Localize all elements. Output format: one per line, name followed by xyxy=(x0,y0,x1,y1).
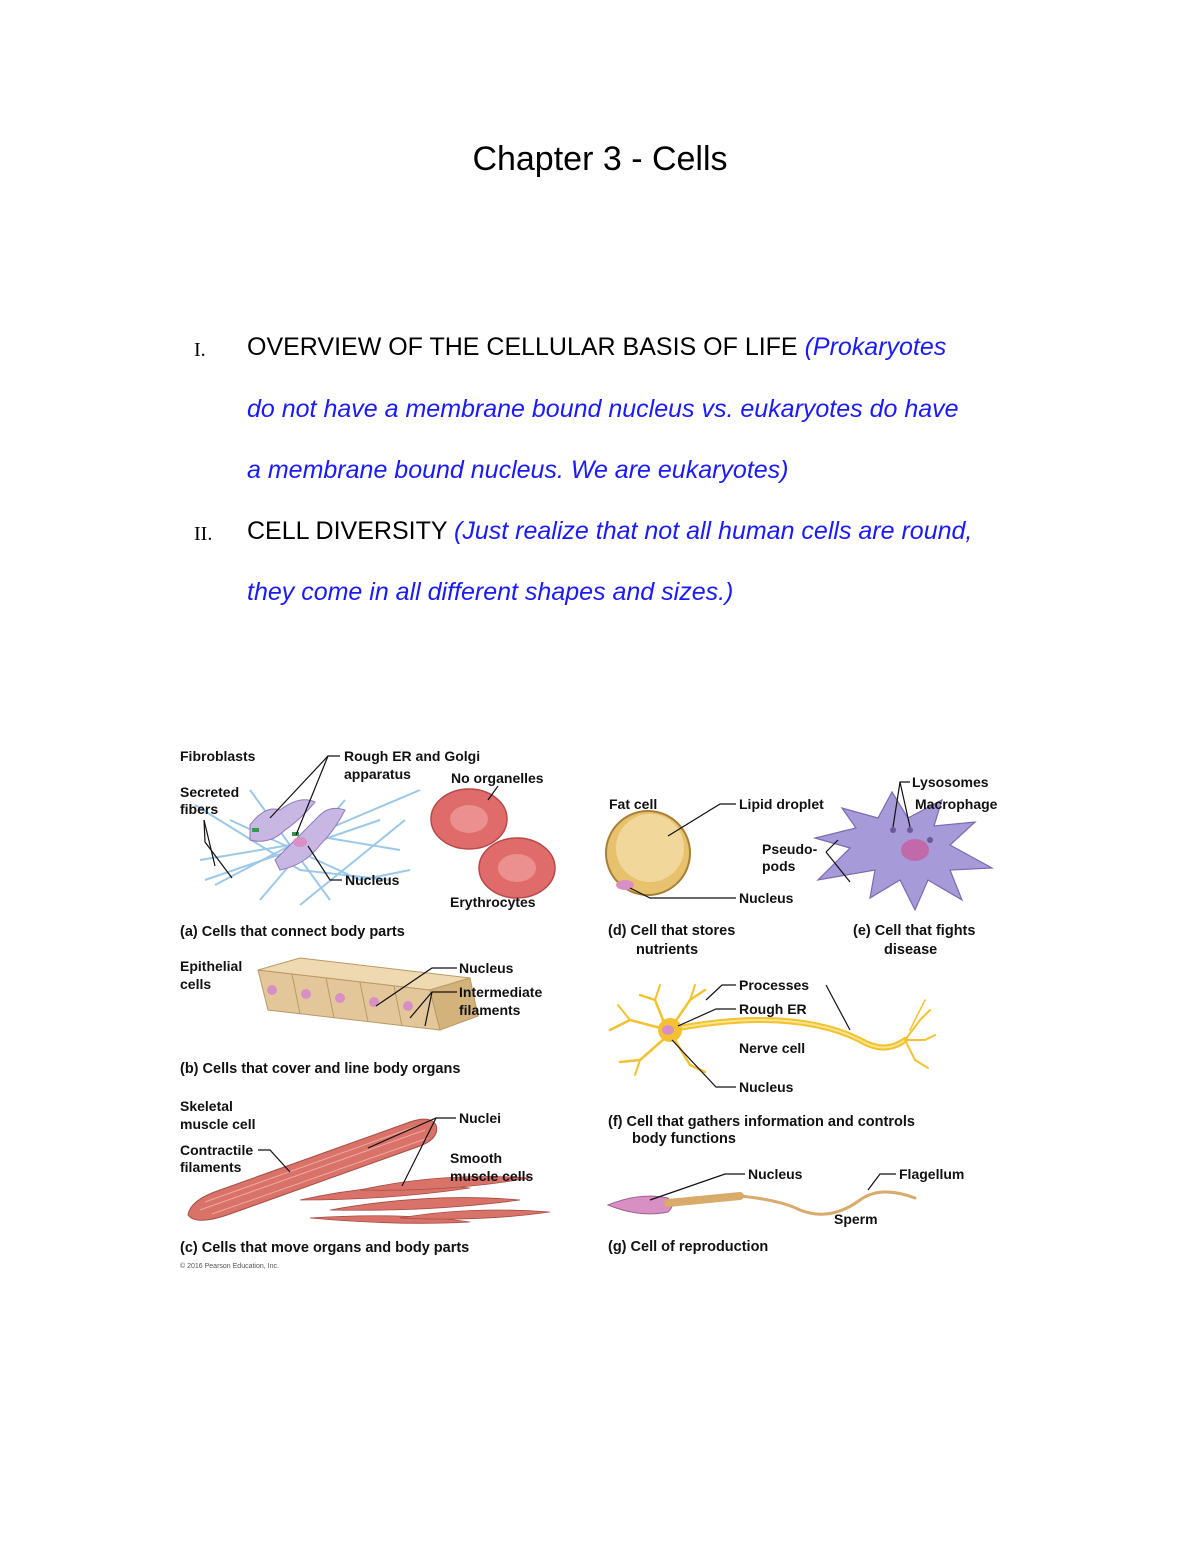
outline-numeral: I. xyxy=(194,339,206,361)
label-smooth: Smooth xyxy=(450,1150,503,1166)
label-rough-er: Rough ER xyxy=(739,1001,807,1017)
copyright: © 2016 Pearson Education, Inc. xyxy=(180,1263,279,1270)
macrophage-nucleus xyxy=(901,839,929,861)
panel-g xyxy=(608,1166,964,1255)
page-title: Chapter 3 - Cells xyxy=(472,140,728,178)
lipid-droplet xyxy=(616,814,684,882)
label-lipid-droplet: Lipid droplet xyxy=(739,796,824,812)
label-contractile: Contractile xyxy=(180,1142,254,1158)
label-processes: Processes xyxy=(739,977,810,993)
label-lysosomes: Lysosomes xyxy=(912,774,989,790)
label-filaments: filaments xyxy=(180,1159,242,1175)
caption-g: (g) Cell of reproduction xyxy=(608,1239,769,1255)
label-fibers: fibers xyxy=(180,801,219,817)
label-filaments: filaments xyxy=(459,1002,521,1018)
caption-b: (b) Cells that cover and line body organs xyxy=(180,1061,461,1077)
label-apparatus: apparatus xyxy=(344,766,411,782)
label-muscle-cell: muscle cell xyxy=(180,1116,256,1132)
label-cells: cells xyxy=(180,976,212,992)
label-nerve-cell: Nerve cell xyxy=(739,1040,806,1056)
caption-c: (c) Cells that move organs and body parts xyxy=(180,1240,470,1256)
label-flagellum: Flagellum xyxy=(899,1166,965,1182)
caption-e-line2: disease xyxy=(884,942,938,958)
outline-note-line: a membrane bound nucleus. We are eukaryotes) xyxy=(247,456,789,484)
label-sperm: Sperm xyxy=(834,1211,878,1227)
label-epithelial: Epithelial xyxy=(180,958,243,974)
label-erythrocytes: Erythrocytes xyxy=(450,894,536,910)
panel-c xyxy=(180,1098,550,1270)
label-pseudo: Pseudo- xyxy=(762,841,818,857)
label-nucleus: Nucleus xyxy=(748,1166,803,1182)
label-nucleus: Nucleus xyxy=(459,960,514,976)
panel-b xyxy=(180,958,542,1077)
panel-d xyxy=(606,796,824,958)
label-pods: pods xyxy=(762,858,796,874)
outline-heading: CELL DIVERSITY xyxy=(247,517,455,545)
label-nucleus: Nucleus xyxy=(345,872,400,888)
sperm-midpiece xyxy=(668,1196,740,1203)
label-skeletal: Skeletal xyxy=(180,1098,233,1114)
label-nucleus: Nucleus xyxy=(739,890,794,906)
panel-f xyxy=(608,977,935,1147)
sperm-head xyxy=(608,1196,672,1214)
outline-numeral: II. xyxy=(194,523,213,545)
golgi-mark xyxy=(292,832,299,836)
outline-note: (Prokaryotes xyxy=(804,333,947,361)
caption-e-line1: (e) Cell that fights xyxy=(853,923,976,939)
label-muscle-cells: muscle cells xyxy=(450,1168,534,1184)
label-fat-cell: Fat cell xyxy=(609,796,658,812)
caption-f-line1: (f) Cell that gathers information and controls xyxy=(608,1114,915,1130)
label-secreted: Secreted xyxy=(180,784,240,800)
label-nucleus: Nucleus xyxy=(739,1079,794,1095)
caption-d-line2: nutrients xyxy=(636,942,699,958)
label-fibroblasts: Fibroblasts xyxy=(180,748,256,764)
nerve-cell-nucleus xyxy=(662,1025,674,1035)
panel-a xyxy=(180,748,555,940)
caption-f-line2: body functions xyxy=(632,1131,736,1147)
caption-a: (a) Cells that connect body parts xyxy=(180,924,405,940)
epithelial-cells-illustration xyxy=(258,958,478,1030)
label-macrophage: Macrophage xyxy=(915,796,998,812)
outline-note-line: do not have a membrane bound nucleus vs. eukaryotes do have xyxy=(247,395,959,423)
sperm-flagellum xyxy=(740,1192,915,1214)
erythrocyte-2-center xyxy=(498,854,536,882)
outline-heading: OVERVIEW OF THE CELLULAR BASIS OF LIFE xyxy=(247,333,805,361)
outline-note-line: they come in all different shapes and sizes.) xyxy=(247,578,734,606)
golgi-mark xyxy=(252,828,259,832)
fibroblast-nucleus xyxy=(293,837,307,847)
erythrocyte-1-center xyxy=(450,805,488,833)
caption-d-line1: (d) Cell that stores xyxy=(608,923,736,939)
label-no-organelles: No organelles xyxy=(451,770,544,786)
outline-note: (Just realize that not all human cells are round, xyxy=(454,517,973,545)
label-nuclei: Nuclei xyxy=(459,1110,502,1126)
label-rough-er-golgi: Rough ER and Golgi xyxy=(344,748,481,764)
label-intermediate: Intermediate xyxy=(459,984,543,1000)
